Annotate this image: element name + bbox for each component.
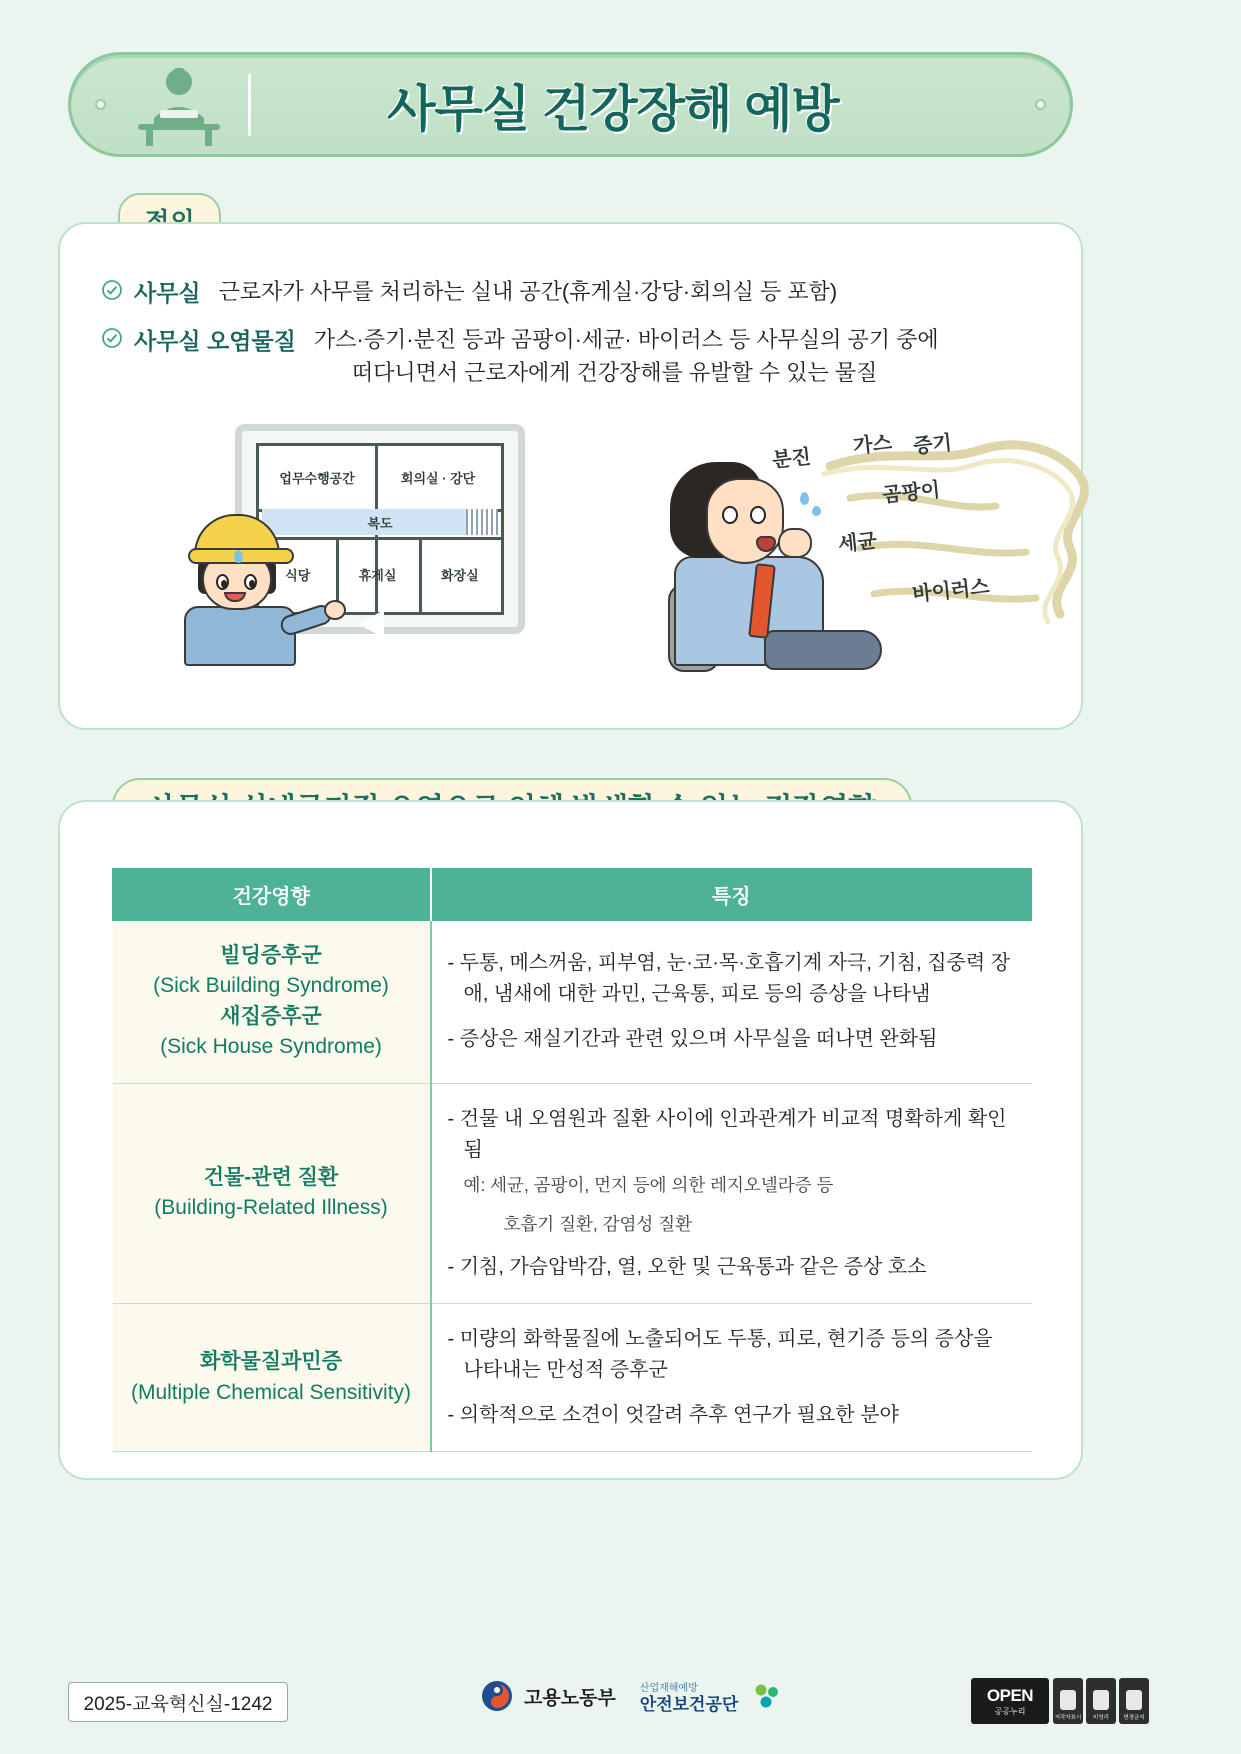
kosha-tagline: 산업재해예방	[639, 1683, 698, 1694]
kosha-name: 안전보건공단	[639, 1694, 739, 1714]
worker-eye-left	[216, 574, 229, 590]
feature-line: - 증상은 재실기간과 관련 있으며 사무실을 떠나면 완화됨	[447, 1028, 938, 1051]
worker-hand	[324, 600, 346, 620]
speech-pointer	[358, 610, 384, 638]
fume-label: 바이러스	[911, 576, 991, 606]
definition-description: 근로자가 사무를 처리하는 실내 공간(휴게실·강당·회의실 등 포함)	[218, 279, 838, 304]
health-effect-name-en: (Multiple Chemical Sensitivity)	[130, 1380, 412, 1404]
definition-item	[102, 272, 1041, 308]
health-effect-name-en-2: (Sick House Syndrome)	[160, 1035, 382, 1059]
table-row	[113, 1083, 1032, 1303]
feature-line: - 미량의 화학물질에 노출되어도 두통, 피로, 현기증 등의 증상을 나타내는 만성적 증후군	[447, 1328, 993, 1381]
health-effect-name	[113, 1304, 431, 1452]
banner-screw-left	[95, 99, 106, 110]
person-eye-right	[750, 506, 766, 524]
table-row	[113, 1304, 1032, 1452]
definition-description-line1: 가스·증기·분진 등과 곰팡이·세균· 바이러스 등 사무실의 공기 중에	[313, 327, 939, 352]
feature-line: - 의학적으로 소견이 엇갈려 추후 연구가 필요한 분야	[447, 1404, 899, 1426]
footer-logos	[480, 1678, 782, 1714]
attribution-icon: 저작자표시	[1053, 1678, 1083, 1724]
sweat-drop-icon	[800, 492, 809, 505]
worker-character	[172, 514, 312, 664]
table-row	[113, 921, 1032, 1084]
worker-eye-right	[244, 574, 257, 590]
non-commercial-icon: 비영리	[1086, 1678, 1116, 1724]
definition-list	[102, 272, 1041, 401]
floorplan-cell: 화장실	[441, 568, 479, 584]
page-footer	[0, 1682, 1241, 1728]
open-badge-title: OPEN	[986, 1685, 1034, 1705]
feature-subline: 예: 세균, 곰팡이, 먼지 등에 의한 레지오넬라증 등	[463, 1174, 834, 1195]
health-effect-name-ko-2: 새집증후군	[220, 1004, 322, 1028]
check-circle-icon	[102, 328, 122, 348]
table-header-cell: 건강영향	[113, 869, 431, 921]
health-effects-card	[58, 800, 1083, 1480]
definition-term: 사무실 오염물질	[134, 328, 296, 354]
feature-subline: 호흡기 질환, 감염성 질환	[503, 1213, 692, 1234]
floorplan-cell: 휴게실	[358, 568, 397, 584]
health-effect-features	[431, 921, 1032, 1084]
feature-line: - 두통, 메스꺼움, 피부염, 눈·코·목·호흡기계 자극, 기침, 집중력 장애, 냄새에 대한 과민, 근육통, 피로 등의 증상을 나타냄	[447, 952, 1011, 1006]
open-badge-subtitle: 공공누리	[994, 1706, 1026, 1716]
definition-description	[314, 320, 939, 389]
kosha-logo-text	[640, 1678, 739, 1714]
health-effect-name-en: (Sick Building Syndrome)	[153, 974, 389, 998]
definition-description-line2: 떠다니면서 근로자에게 건강장해를 유발할 수 있는 물질	[351, 360, 878, 385]
header-illustration	[124, 62, 234, 148]
fume-label: 증기	[912, 432, 953, 458]
open-license-badge	[971, 1676, 1181, 1726]
health-effect-name-ko: 화학물질과민증	[199, 1350, 342, 1374]
table-header-row	[113, 869, 1032, 921]
health-effect-features	[431, 1083, 1032, 1303]
definition-item	[102, 320, 1041, 389]
table-header-cell: 특징	[431, 869, 1032, 921]
person-face	[706, 478, 784, 564]
definition-card	[58, 222, 1083, 730]
floorplan-hatch	[466, 509, 498, 535]
health-effect-name-ko: 빌딩증후군	[220, 944, 322, 967]
floorplan-cell: 업무수행공간	[279, 471, 355, 487]
page-title: 사무실 건강장해 예방	[387, 80, 839, 137]
health-effect-features	[431, 1304, 1032, 1452]
banner-screw-right	[1035, 99, 1046, 110]
floorplan-corridor: 복도	[262, 509, 498, 535]
document-code: 2025-교육혁신실-1242	[68, 1682, 288, 1722]
person-eye-left	[722, 506, 738, 524]
definition-illustration-area	[60, 414, 1081, 714]
fume-label: 세균	[837, 530, 878, 556]
sweat-drop-icon	[234, 550, 243, 563]
floorplan-cell: 식당	[285, 568, 311, 584]
kosha-symbol-icon	[752, 1681, 782, 1711]
definition-term: 사무실	[134, 280, 201, 306]
open-badge-main	[971, 1678, 1049, 1724]
government-emblem-icon	[480, 1679, 514, 1713]
feature-line: - 건물 내 오염원과 질환 사이에 인과관계가 비교적 명확하게 확인됨	[447, 1107, 1007, 1161]
floorplan-cell: 회의실 · 강단	[400, 471, 476, 487]
health-effects-table	[112, 868, 1032, 1452]
health-effect-name-en: (Building-Related Illness)	[154, 1196, 388, 1220]
worker-body	[184, 606, 296, 666]
page-header-banner	[68, 52, 1073, 157]
fume-label: 곰팡이	[881, 479, 942, 507]
ministry-name: 고용노동부	[524, 1687, 616, 1709]
health-effect-name	[113, 921, 431, 1084]
open-badge-icons	[1053, 1678, 1149, 1724]
no-derivative-icon: 변경금지	[1119, 1678, 1149, 1724]
fume-label: 분진	[771, 446, 812, 472]
fume-label: 가스	[852, 432, 893, 458]
health-effect-name	[113, 1083, 431, 1303]
feature-line: - 기침, 가슴압박감, 열, 오한 및 근육통과 같은 증상 호소	[447, 1256, 927, 1278]
person-hand-cough	[778, 528, 812, 558]
health-effect-name-ko: 건물-관련 질환	[203, 1165, 339, 1189]
check-circle-icon	[102, 280, 122, 300]
